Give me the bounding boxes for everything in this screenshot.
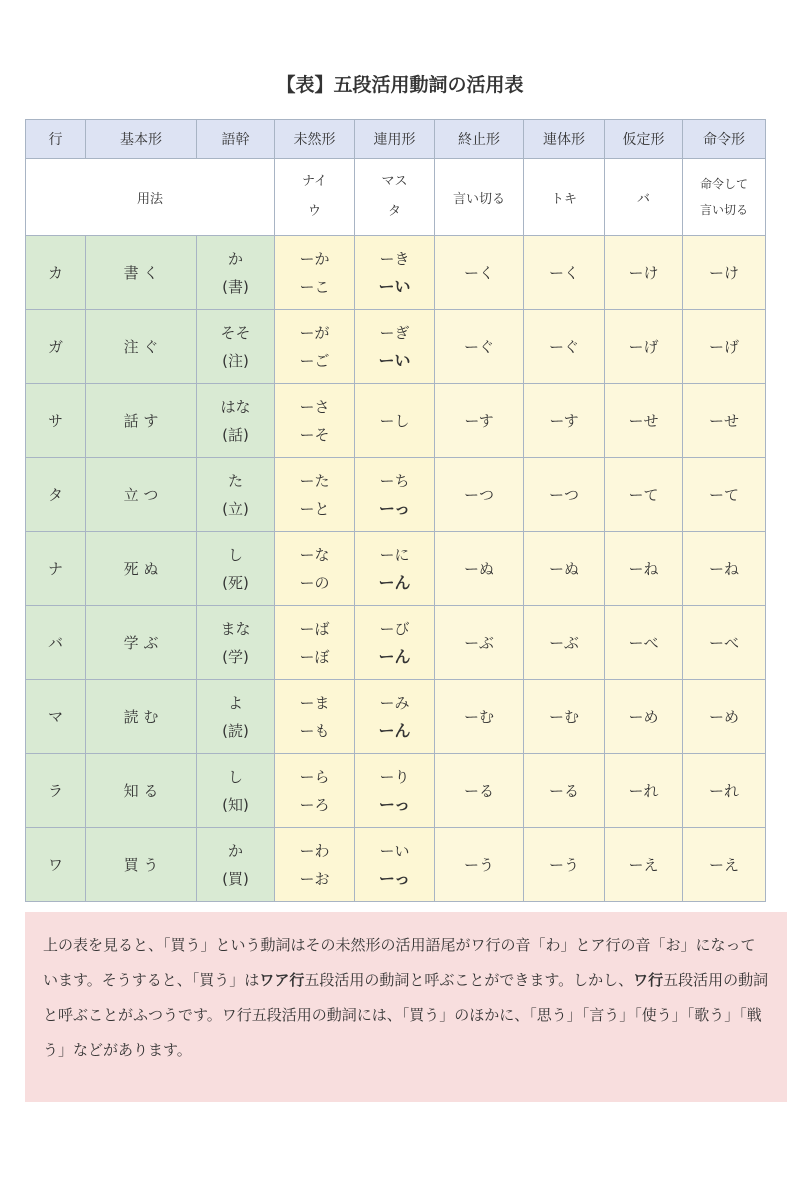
cell-gokan-line-1: し xyxy=(227,545,243,564)
cell-gokan xyxy=(197,828,275,902)
cell-meirei: ーべ xyxy=(683,606,766,680)
cell-gokan xyxy=(197,236,275,310)
cell-mizen xyxy=(275,236,355,310)
header-meirei: 命令形 xyxy=(683,120,766,159)
cell-mizen-line-1: ーば xyxy=(299,619,330,638)
cell-gokan xyxy=(197,532,275,606)
cell-mizen-line-2: ーの xyxy=(299,573,330,592)
cell-katei: ーえ xyxy=(605,828,683,902)
cell-gokan-line-2: (死) xyxy=(222,573,249,592)
cell-renyo-line-1: ーち xyxy=(379,471,410,490)
cell-gokan xyxy=(197,680,275,754)
cell-renyo-line-2: ーん xyxy=(378,572,411,592)
header-shushi: 終止形 xyxy=(435,120,524,159)
note-text-2: 五段活用の動詞と呼ぶことができます。しかし、 xyxy=(304,971,634,989)
cell-gokan-line-1: そそ xyxy=(220,323,251,342)
usage-katei: バ xyxy=(605,159,683,236)
cell-gokan-line-2: (話) xyxy=(222,425,249,444)
cell-katei: ーけ xyxy=(605,236,683,310)
cell-mizen xyxy=(275,458,355,532)
cell-mizen-line-1: ーわ xyxy=(299,841,330,860)
cell-renyo xyxy=(355,828,435,902)
cell-mizen-line-2: ーも xyxy=(299,721,330,740)
cell-mizen xyxy=(275,606,355,680)
cell-rentai: ーく xyxy=(524,236,605,310)
cell-renyo-line-2: ーん xyxy=(378,646,411,666)
cell-kihon: 知 る xyxy=(86,754,197,828)
cell-shushi: ーす xyxy=(435,384,524,458)
cell-kihon: 立 つ xyxy=(86,458,197,532)
cell-shushi: ーる xyxy=(435,754,524,828)
cell-mizen-line-1: ーな xyxy=(299,545,330,564)
cell-shushi: ーつ xyxy=(435,458,524,532)
cell-meirei: ーて xyxy=(683,458,766,532)
cell-meirei: ーね xyxy=(683,532,766,606)
cell-mizen-line-1: ーか xyxy=(299,249,330,268)
cell-renyo-line-1: ーり xyxy=(379,767,410,786)
cell-gokan-line-1: か xyxy=(227,249,243,268)
cell-renyo-line-2: ーっ xyxy=(378,794,411,814)
cell-mizen-line-1: ーが xyxy=(299,323,330,342)
note-bold-waa: ワア行 xyxy=(259,971,305,989)
usage-meirei xyxy=(683,159,766,236)
cell-meirei: ーけ xyxy=(683,236,766,310)
usage-mizen xyxy=(275,159,355,236)
usage-renyo-2: タ xyxy=(387,204,401,219)
usage-mizen-1: ナイ xyxy=(301,174,328,189)
cell-katei: ーべ xyxy=(605,606,683,680)
cell-gokan-line-2: (読) xyxy=(222,721,249,740)
usage-rentai: トキ xyxy=(524,159,605,236)
header-kihon: 基本形 xyxy=(86,120,197,159)
cell-renyo-line-1: ーき xyxy=(379,249,410,268)
cell-gokan xyxy=(197,384,275,458)
usage-renyo xyxy=(355,159,435,236)
cell-kihon: 学 ぶ xyxy=(86,606,197,680)
cell-gyo: ナ xyxy=(26,532,86,606)
cell-gokan-line-2: (立) xyxy=(222,499,249,518)
cell-rentai: ーる xyxy=(524,754,605,828)
cell-mizen-line-2: ーぼ xyxy=(299,647,330,666)
usage-shushi: 言い切る xyxy=(435,159,524,236)
cell-meirei: ーせ xyxy=(683,384,766,458)
note-text-1: 上の表を見ると、「買う」という動詞はその未然形の活用語尾がワ行の音「わ」とア行の音「お」になっています。そうすると、「買う」は xyxy=(43,936,756,989)
cell-gokan-line-2: (学) xyxy=(222,647,249,666)
cell-gokan-line-2: (書) xyxy=(222,277,249,296)
usage-mizen-2: ウ xyxy=(307,204,321,219)
header-rentai: 連体形 xyxy=(524,120,605,159)
cell-mizen-line-2: ーろ xyxy=(299,795,330,814)
table-row xyxy=(26,828,766,902)
cell-meirei: ーえ xyxy=(683,828,766,902)
cell-kihon: 死 ぬ xyxy=(86,532,197,606)
cell-gokan-line-2: (知) xyxy=(222,795,249,814)
table-row xyxy=(26,384,766,458)
explanation-note xyxy=(25,912,787,1102)
cell-renyo xyxy=(355,532,435,606)
cell-shushi: ーう xyxy=(435,828,524,902)
cell-rentai: ーぶ xyxy=(524,606,605,680)
table-row xyxy=(26,532,766,606)
cell-gokan xyxy=(197,606,275,680)
header-gokan: 語幹 xyxy=(197,120,275,159)
cell-katei: ーせ xyxy=(605,384,683,458)
cell-renyo xyxy=(355,754,435,828)
cell-renyo-line-1: ーみ xyxy=(379,693,410,712)
cell-gyo: サ xyxy=(26,384,86,458)
cell-rentai: ーつ xyxy=(524,458,605,532)
cell-renyo xyxy=(355,458,435,532)
cell-gokan-line-1: か xyxy=(227,841,243,860)
cell-kihon: 書 く xyxy=(86,236,197,310)
cell-mizen xyxy=(275,310,355,384)
table-row xyxy=(26,680,766,754)
cell-shushi: ーぬ xyxy=(435,532,524,606)
cell-kihon: 読 む xyxy=(86,680,197,754)
header-katei: 仮定形 xyxy=(605,120,683,159)
cell-renyo xyxy=(355,606,435,680)
cell-shushi: ーむ xyxy=(435,680,524,754)
cell-gyo: ガ xyxy=(26,310,86,384)
header-renyo: 連用形 xyxy=(355,120,435,159)
cell-renyo-line-2: ーん xyxy=(378,720,411,740)
cell-gyo: ワ xyxy=(26,828,86,902)
header-row xyxy=(26,120,766,159)
cell-katei: ーげ xyxy=(605,310,683,384)
cell-shushi: ーく xyxy=(435,236,524,310)
cell-gokan-line-1: まな xyxy=(220,619,251,638)
cell-mizen-line-1: ーま xyxy=(299,693,330,712)
cell-mizen-line-2: ーこ xyxy=(299,277,330,296)
cell-gokan xyxy=(197,310,275,384)
page-title: 【表】五段活用動詞の活用表 xyxy=(276,74,524,96)
table-row xyxy=(26,458,766,532)
cell-renyo-line-1: ーい xyxy=(379,841,410,860)
cell-gokan-line-1: し xyxy=(227,767,243,786)
usage-renyo-1: マス xyxy=(381,174,408,189)
cell-gokan xyxy=(197,754,275,828)
cell-mizen xyxy=(275,754,355,828)
usage-meirei-2: 言い切る xyxy=(699,203,748,217)
cell-gyo: タ xyxy=(26,458,86,532)
cell-renyo-line-2: ーっ xyxy=(378,868,411,888)
cell-renyo-line-1: ーぎ xyxy=(379,323,410,342)
cell-mizen-line-2: ーと xyxy=(299,499,330,518)
cell-gokan xyxy=(197,458,275,532)
cell-mizen xyxy=(275,384,355,458)
cell-mizen-line-1: ーさ xyxy=(299,397,330,416)
cell-katei: ーれ xyxy=(605,754,683,828)
usage-label: 用法 xyxy=(26,159,275,236)
table-row xyxy=(26,606,766,680)
note-bold-wa: ワ行 xyxy=(633,971,664,989)
table-row xyxy=(26,236,766,310)
cell-kihon: 注 ぐ xyxy=(86,310,197,384)
note-text-3: 五段活用の動詞と呼ぶことがふつうです。ワ行五段活用の動詞には、「買う」のほかに、「思う」「言う」「使う」「歌う」「戦う」などがあります。 xyxy=(43,971,769,1059)
cell-meirei: ーめ xyxy=(683,680,766,754)
cell-gokan-line-1: た xyxy=(227,471,243,490)
cell-rentai: ーむ xyxy=(524,680,605,754)
cell-mizen-line-2: ーお xyxy=(299,869,330,888)
cell-katei: ーね xyxy=(605,532,683,606)
cell-katei: ーて xyxy=(605,458,683,532)
table-row xyxy=(26,310,766,384)
usage-row xyxy=(26,159,766,236)
conjugation-table xyxy=(25,119,766,902)
cell-meirei: ーげ xyxy=(683,310,766,384)
cell-renyo xyxy=(355,310,435,384)
cell-mizen-line-1: ーた xyxy=(299,471,330,490)
usage-meirei-1: 命令して xyxy=(699,177,748,191)
cell-renyo xyxy=(355,236,435,310)
cell-gyo: マ xyxy=(26,680,86,754)
cell-kihon: 話 す xyxy=(86,384,197,458)
cell-gyo: ラ xyxy=(26,754,86,828)
cell-rentai: ーす xyxy=(524,384,605,458)
cell-mizen xyxy=(275,680,355,754)
cell-mizen xyxy=(275,828,355,902)
cell-gokan-line-1: はな xyxy=(220,397,251,416)
cell-shushi: ーぶ xyxy=(435,606,524,680)
cell-gokan-line-1: よ xyxy=(227,693,243,712)
cell-renyo xyxy=(355,384,435,458)
cell-rentai: ーぐ xyxy=(524,310,605,384)
cell-renyo-line-1: ーび xyxy=(379,619,410,638)
cell-katei: ーめ xyxy=(605,680,683,754)
cell-renyo-line-2: ーい xyxy=(378,276,411,296)
table-row xyxy=(26,754,766,828)
header-gyo: 行 xyxy=(26,120,86,159)
cell-renyo-line-2: ーっ xyxy=(378,498,411,518)
cell-gokan-line-2: (買) xyxy=(222,869,249,888)
cell-mizen-line-2: ーご xyxy=(299,351,330,370)
cell-kihon: 買 う xyxy=(86,828,197,902)
cell-mizen-line-1: ーら xyxy=(299,767,330,786)
cell-mizen xyxy=(275,532,355,606)
cell-renyo-line-1: ーし xyxy=(379,411,410,430)
cell-meirei: ーれ xyxy=(683,754,766,828)
header-mizen: 未然形 xyxy=(275,120,355,159)
cell-renyo-line-1: ーに xyxy=(379,545,410,564)
cell-mizen-line-2: ーそ xyxy=(299,425,330,444)
cell-gokan-line-2: (注) xyxy=(222,351,249,370)
cell-renyo xyxy=(355,680,435,754)
cell-renyo-line-2: ーい xyxy=(378,350,411,370)
cell-gyo: カ xyxy=(26,236,86,310)
cell-shushi: ーぐ xyxy=(435,310,524,384)
cell-rentai: ーぬ xyxy=(524,532,605,606)
cell-gyo: バ xyxy=(26,606,86,680)
cell-rentai: ーう xyxy=(524,828,605,902)
